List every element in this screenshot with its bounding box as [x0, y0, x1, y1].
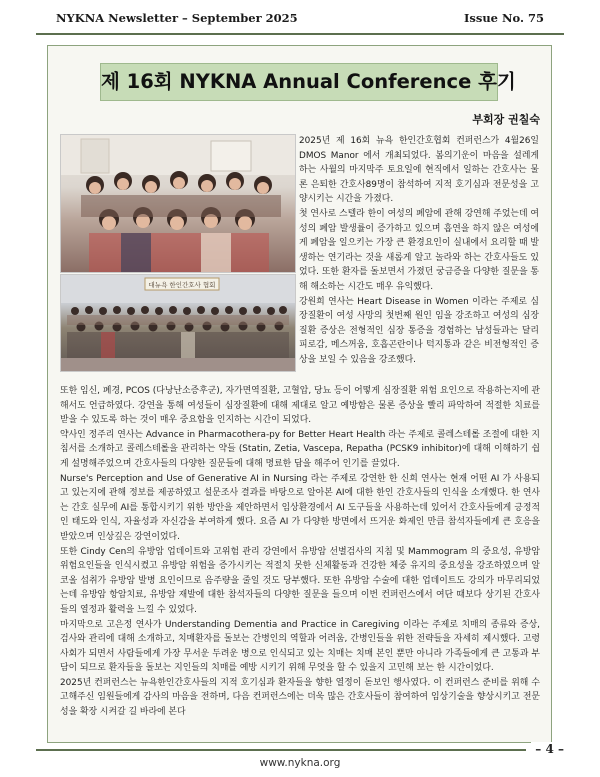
page-number-dash-right: –: [553, 742, 564, 756]
issue-number: Issue No. 75: [463, 11, 544, 25]
paragraph-closing: 2025년 컨퍼런스는 뉴욕한인간호사들의 지적 호기심과 환자들을 향한 열정이 돋보인 행사였다. 이 컨퍼런스 준비를 위해 수고해주신 임원들에게 감사의 마음을 전하며, 다음 컨퍼런스에는 더욱 많은 간호사들이 참여하여 임상기술을 향상시키고 전문성을 확장 시켜갈 길 바라에 본다: [60, 677, 540, 718]
footer-url[interactable]: www.nykna.org: [259, 757, 341, 769]
full-width-text: [60, 384, 540, 720]
article-title: 제 16회 NYKNA Annual Conference 후기: [100, 63, 498, 101]
paragraph-intro: 2025년 제 16회 뉴욕 한인간호협회 컨퍼런스가 4월26일 DMOS Manor 에서 개최되었다. 봄의기운이 마음을 설레게 하는 사월의 마지막주 토요일에 현직에서 일하는 간호사는 물론 은퇴한 간호사89명이 참석하여 지적 호기심과 전문성을 고양시키는 시간을 가졌다.: [299, 136, 539, 205]
group-photo-large: [60, 274, 296, 372]
page-number-value: 4: [545, 742, 554, 756]
page-number-dash-left: –: [535, 742, 546, 756]
newsletter-title: NYKNA Newsletter – September 2025: [56, 11, 298, 25]
paragraph-risk-factors: 또한 임신, 폐경, PCOS (다낭난소증후군), 자가면역질환, 고혈압, 당뇨 등이 어떻게 심장질환 위험 요인으로 작용하는지에 관해서도 언급하였다. 강연을 통해 여성들이 심장질환에 대해 제대로 알고 예방함은 물론 증상을 빨리 파악하여 적절한 치료를 받을 수 있도록 하는 것이 매우 중요함을 인지하는 시간이 되었다.: [60, 386, 540, 426]
paragraph-generative-ai: Nurse's Perception and Use of Generative AI in Nursing 라는 주제로 강연한 한 신희 연사는 현재 어떤 AI 가 사용되고 있는지에 관해 정보를 제공하였고 설문조사 결과를 바탕으로 알아본 AI에 대한 한인 간호사들의 인식을 소개했다. 한 연사는 간호 실무에 AI를 통합시키기 위한 방안을 제안하면서 임상환경에서 AI 도구들을 사용하는데 있어서 간호사들에게 긍정적인 태도와 인식, 자율성과 자신감을 부여하게 했다. 요즘 AI 가 다양한 방면에서 뜨거운 화제인 만큼 참석자들에게 큰 호응을 받았으며 인상깊은 강연이었다.: [60, 473, 540, 542]
side-column-text: [299, 134, 539, 368]
header-divider: [36, 33, 564, 35]
page-number: [531, 742, 564, 756]
paragraph-pharmacotherapy: 약사인 정주리 연사는 Advance in Pharmacothera-py for Better Heart Health 라는 주제로 콜레스테롤 조절에 대한 지침서를 소개하고 콜레스테롤을 관리하는 약들 (Statin, Zetia, Vascepa, Repatha (PCSK9 inhibitor)에 대해 이해하기 쉽게 설명해주었으며 간호사들의 다양한 질문들에 대해 명료한 답을 해주어 인기를 끌었다.: [60, 429, 540, 469]
paragraph-lung-cancer: 첫 연사로 스텔라 한이 여성의 폐암에 관해 강연해 주었는데 여성의 폐암 발생률이 증가하고 있으며 흡연을 하지 않은 여성에게 폐암을 일으키는 가장 큰 환경요인이 실내에서 요리할 때 발생하는 연기라는 것을 새롭게 알고 놀라와 하는 간호사들도 있었다. 또한 환자를 돌보면서 가졌던 궁금증을 다양한 질문을 통해 해소하는 시간도 매우 유익했다.: [299, 208, 539, 292]
newsletter-header: [56, 9, 544, 29]
footer-divider: [36, 749, 526, 751]
conference-banner-text: 대뉴욕 한인간호사 협회: [148, 281, 216, 289]
article-author: 부회장 권칠숙: [472, 113, 540, 126]
paragraph-dementia: 마지막으로 고은정 연사가 Understanding Dementia and Practice in Caregiving 이라는 주제로 치매의 종류와 증상, 검사와 관리에 대해 소개하고, 치매환자를 돌보는 간병인의 역할과 어려움, 간병인들을 위한 전략들을 자세히 제시했다. 고령사회가 되면서 사람들에게 가장 무서운 두려운 병으로 인식되고 있는 치매는 치매 본인 뿐만 아니라 가족들에게 큰 고통과 부담이 되므로 환자들을 돌보는 지인들의 치매를 예방 시키기 위해 무엇을 할 수 있을지 고민해 보는 한 시간이었다.: [60, 619, 540, 674]
group-photo-small: [60, 134, 296, 273]
paragraph-breast-cancer: 또한 Cindy Cen의 유방암 업데이트와 고위험 관리 강연에서 유방암 선별검사의 지침 및 Mammogram 의 중요성, 유방암 위험요인들을 인식시켰고 유방암 위험을 증가시키는 적절치 못한 신체활동과 건강한 체중 유지의 중요성을 강조하였으며 알코올 섭취가 유방암 발병 요인이므로 음주량을 줄일 것도 당부했다. 또한 유방암 수술에 대한 업데이트도 강의가 마무리되었는데 유방암 항암치료, 유방암 재발에 대한 참석자들의 다양한 질문을 들으며 이번 컨퍼런스에서 여단 때보다 상기된 간호사들의 열정과 활력을 느낄 수 있었다.: [60, 546, 540, 615]
paragraph-heart-disease: 강원희 연사는 Heart Disease in Women 이라는 주제로 심장질환이 여성 사망의 첫번째 원인 임을 강조하고 여성의 심장질환 증상은 전형적인 심장 통증을 경험하는 남성들과는 달리 피로감, 메스꺼움, 호흡곤란이나 턱지통과 같은 비전형적인 증상을 보일 수 있음을 강조했다.: [299, 296, 539, 365]
